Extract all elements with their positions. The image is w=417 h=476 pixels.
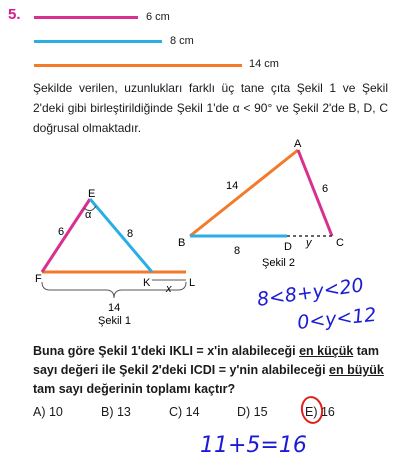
figure-1 (35, 188, 195, 327)
choice-a[interactable]: A) 10 (33, 405, 63, 419)
answer-choices (33, 405, 393, 419)
label-y: y (306, 237, 312, 249)
stick-14cm-label: 14 cm (249, 58, 279, 70)
label-C: C (336, 237, 344, 249)
fig1-side-FE (42, 199, 90, 272)
note-inequality-2: 0<y<12 (296, 303, 378, 334)
label-K: K (143, 277, 151, 289)
figure-2 (178, 138, 344, 269)
note-inequality-1: 8<8+y<20 (255, 274, 366, 311)
fig2-side-AB (190, 150, 298, 236)
label-B: B (178, 237, 186, 249)
label-EK: 8 (127, 228, 134, 240)
question-part-2: tam sayı değeri ile Şekil 2'deki ICDI = y'nin alabileceği (33, 344, 379, 377)
label-E: E (88, 188, 96, 200)
question-part-3: tam sayı değerinin toplamı kaçtır? (33, 382, 236, 396)
label-FE: 6 (58, 226, 65, 238)
label-BD: 8 (234, 245, 241, 257)
fig1-brace (42, 282, 186, 298)
choice-d[interactable]: D) 15 (237, 405, 268, 419)
label-alpha: α (85, 209, 92, 221)
question-number: 5. (8, 6, 21, 23)
fig1-side-EK (90, 199, 152, 272)
label-F: F (35, 273, 42, 285)
question-underline-2: en büyük (329, 363, 384, 377)
label-A: A (294, 138, 302, 150)
choice-c[interactable]: C) 14 (169, 405, 200, 419)
note-answer-sum: 11+5=16 (200, 433, 307, 458)
stick-6cm-label: 6 cm (146, 11, 170, 23)
choice-e[interactable]: E) 16 (305, 405, 335, 419)
fig2-caption: Şekil 2 (262, 257, 296, 269)
question-text (33, 342, 393, 399)
label-FL: 14 (108, 302, 121, 314)
question-underline-1: en küçük (299, 344, 354, 358)
stick-8cm-label: 8 cm (170, 35, 194, 47)
choice-b[interactable]: B) 13 (101, 405, 131, 419)
label-AB: 14 (226, 180, 239, 192)
label-D: D (284, 241, 292, 253)
label-AC: 6 (322, 183, 329, 195)
question-part-1: Buna göre Şekil 1'deki IKLI = x'in alabileceği (33, 344, 300, 358)
intro-text: Şekilde verilen, uzunlukları farklı üç tane çıta Şekil 1 ve Şekil 2'deki gibi birleştirildiğinde Şekil 1'de α < 90° ve Şekil 2'de B, D, C doğrusal olmaktadır. (33, 81, 388, 135)
label-x: x (166, 283, 172, 295)
label-L: L (189, 277, 196, 289)
fig1-caption: Şekil 1 (98, 315, 132, 327)
